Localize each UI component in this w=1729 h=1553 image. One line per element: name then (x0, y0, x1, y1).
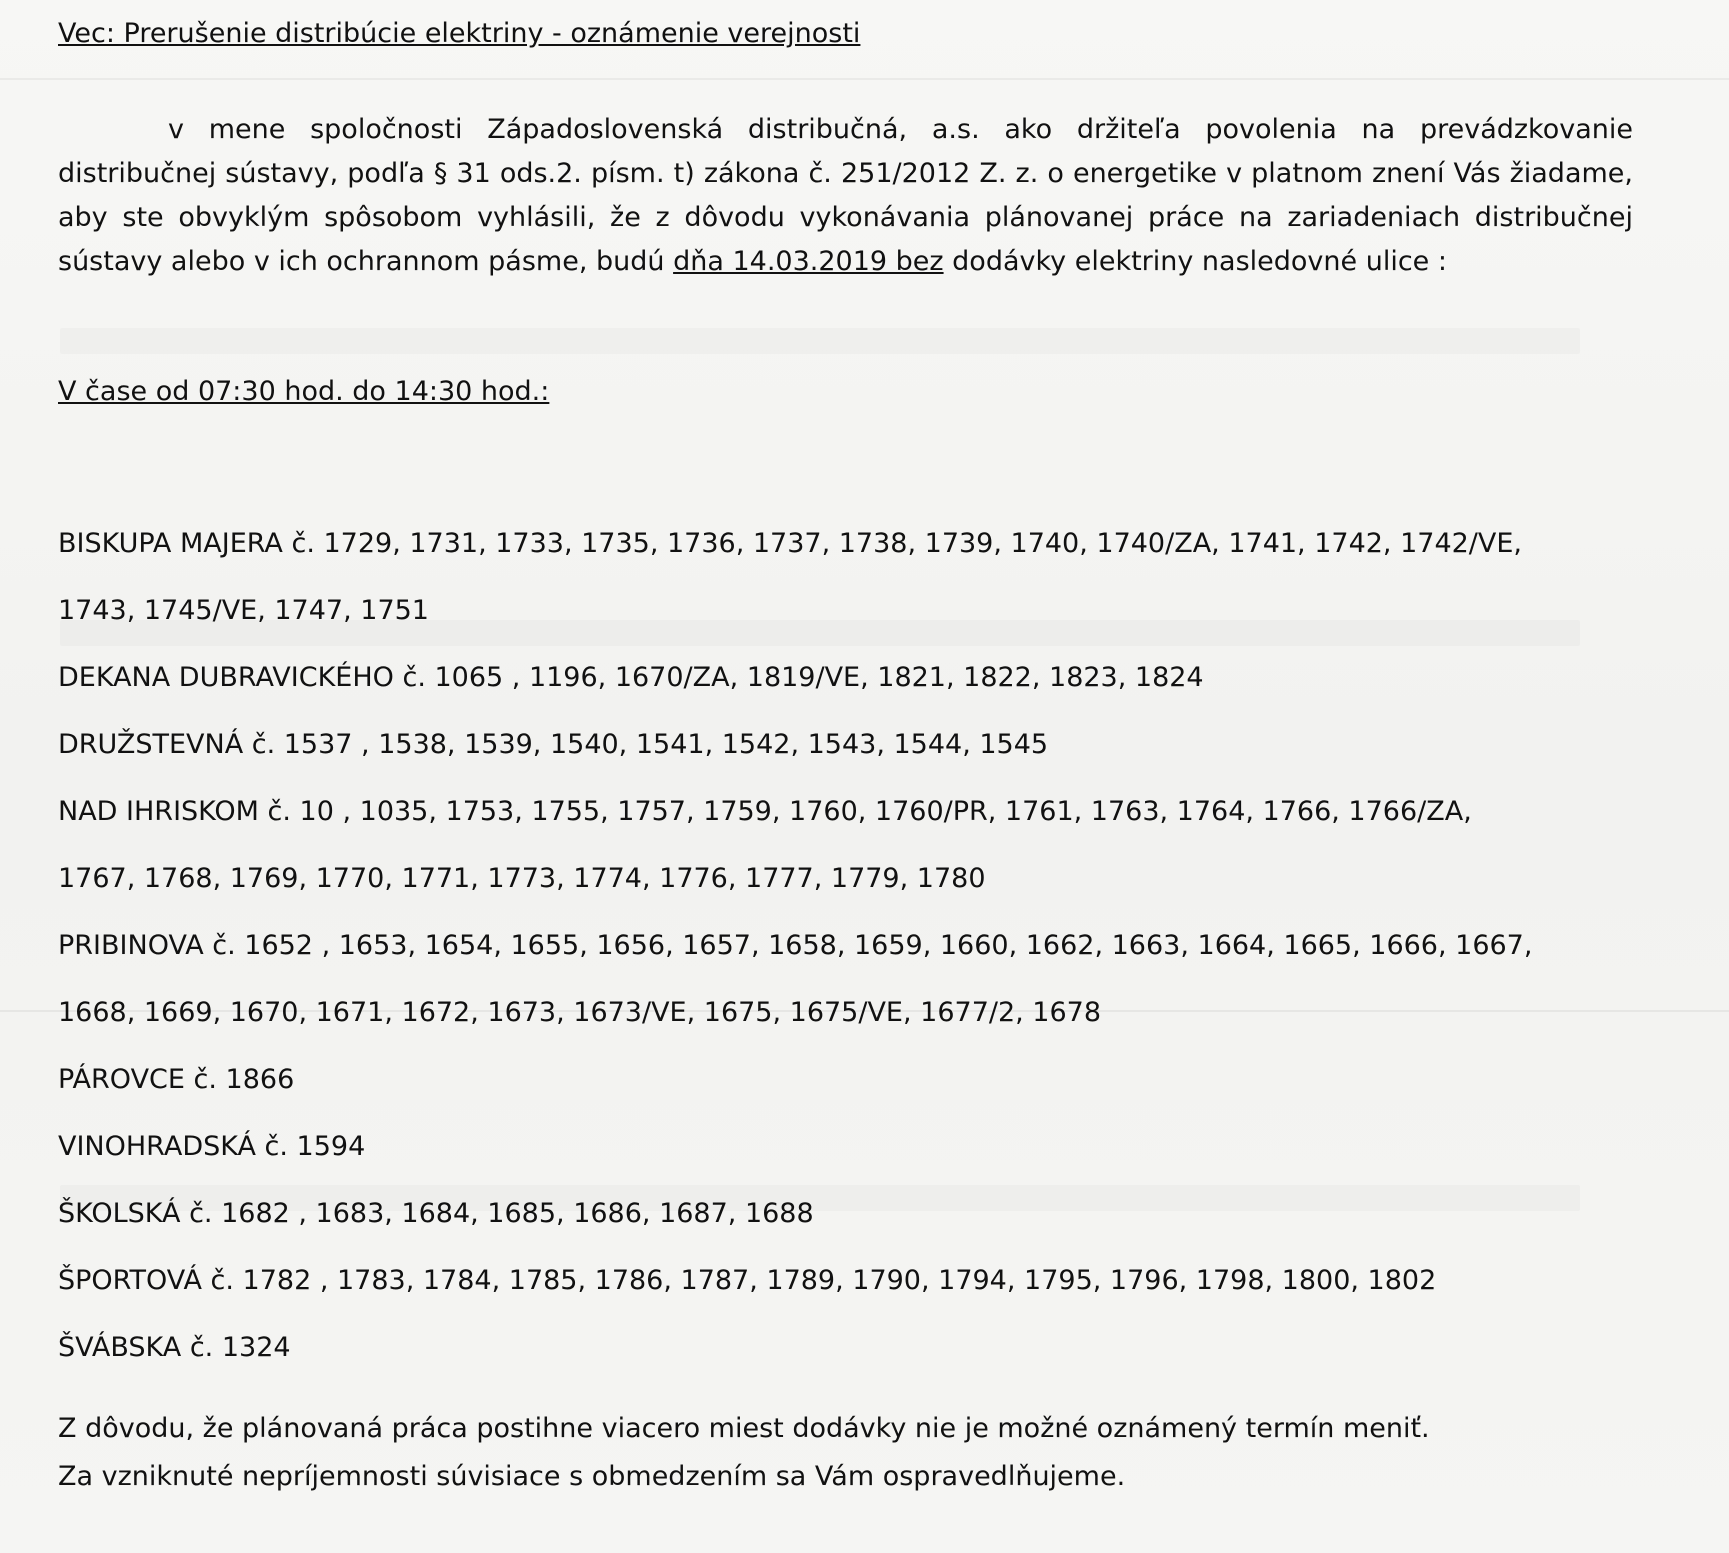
street-line: PRIBINOVA č. 1652 , 1653, 1654, 1655, 1656, 1657, 1658, 1659, 1660, 1662, 1663, 1664, 1665, 1666, 1667, (58, 930, 1533, 961)
intro-paragraph (58, 108, 1633, 284)
bleed-through (60, 328, 1580, 354)
intro-text-2: dodávky elektriny nasledovné ulice : (943, 246, 1447, 277)
street-line: ŠKOLSKÁ č. 1682 , 1683, 1684, 1685, 1686, 1687, 1688 (58, 1198, 814, 1229)
street-line: 1743, 1745/VE, 1747, 1751 (58, 595, 429, 626)
street-line: ŠPORTOVÁ č. 1782 , 1783, 1784, 1785, 1786, 1787, 1789, 1790, 1794, 1795, 1796, 1798, 1800, 1802 (58, 1265, 1437, 1296)
street-line: DEKANA DUBRAVICKÉHO č. 1065 , 1196, 1670/ZA, 1819/VE, 1821, 1822, 1823, 1824 (58, 662, 1204, 693)
street-line: PÁROVCE č. 1866 (58, 1064, 295, 1095)
subject-line: Vec: Prerušenie distribúcie elektriny - oznámenie verejnosti (58, 18, 861, 49)
time-window: V čase od 07:30 hod. do 14:30 hod.: (58, 376, 550, 407)
street-line: 1767, 1768, 1769, 1770, 1771, 1773, 1774, 1776, 1777, 1779, 1780 (58, 863, 986, 894)
closing-line: Za vzniknuté nepríjemnosti súvisiace s obmedzením sa Vám ospravedlňujeme. (58, 1461, 1126, 1492)
closing-paragraph (58, 1405, 1638, 1501)
intro-text-1: v mene spoločnosti Západoslovenská distribučná, a.s. ako držiteľa povolenia na prevádzkovanie distribučnej sústavy, podľa § 31 ods.2. písm. t) zákona č. 251/2012 Z. z. o energetike v platnom znení Vás žiadame, aby ste obvyklým spôsobom vyhlásili, že z dôvodu vykonávania plánovanej práce na zariadeniach distribučnej sústavy alebo v ich ochrannom pásme, budú (58, 114, 1633, 277)
street-line: DRUŽSTEVNÁ č. 1537 , 1538, 1539, 1540, 1541, 1542, 1543, 1544, 1545 (58, 729, 1049, 760)
fold-line (0, 78, 1729, 80)
street-list (58, 510, 1658, 1381)
outage-date: dňa 14.03.2019 bez (673, 246, 944, 277)
street-line: VINOHRADSKÁ č. 1594 (58, 1131, 366, 1162)
street-line: 1668, 1669, 1670, 1671, 1672, 1673, 1673/VE, 1675, 1675/VE, 1677/2, 1678 (58, 997, 1102, 1028)
street-line: NAD IHRISKOM č. 10 , 1035, 1753, 1755, 1757, 1759, 1760, 1760/PR, 1761, 1763, 1764, 1766, 1766/ZA, (58, 796, 1472, 827)
street-line: ŠVÁBSKA č. 1324 (58, 1332, 291, 1363)
closing-line: Z dôvodu, že plánovaná práca postihne viacero miest dodávky nie je možné oznámený termín meniť. (58, 1413, 1430, 1444)
street-line: BISKUPA MAJERA č. 1729, 1731, 1733, 1735, 1736, 1737, 1738, 1739, 1740, 1740/ZA, 1741, 1742, 1742/VE, (58, 528, 1523, 559)
